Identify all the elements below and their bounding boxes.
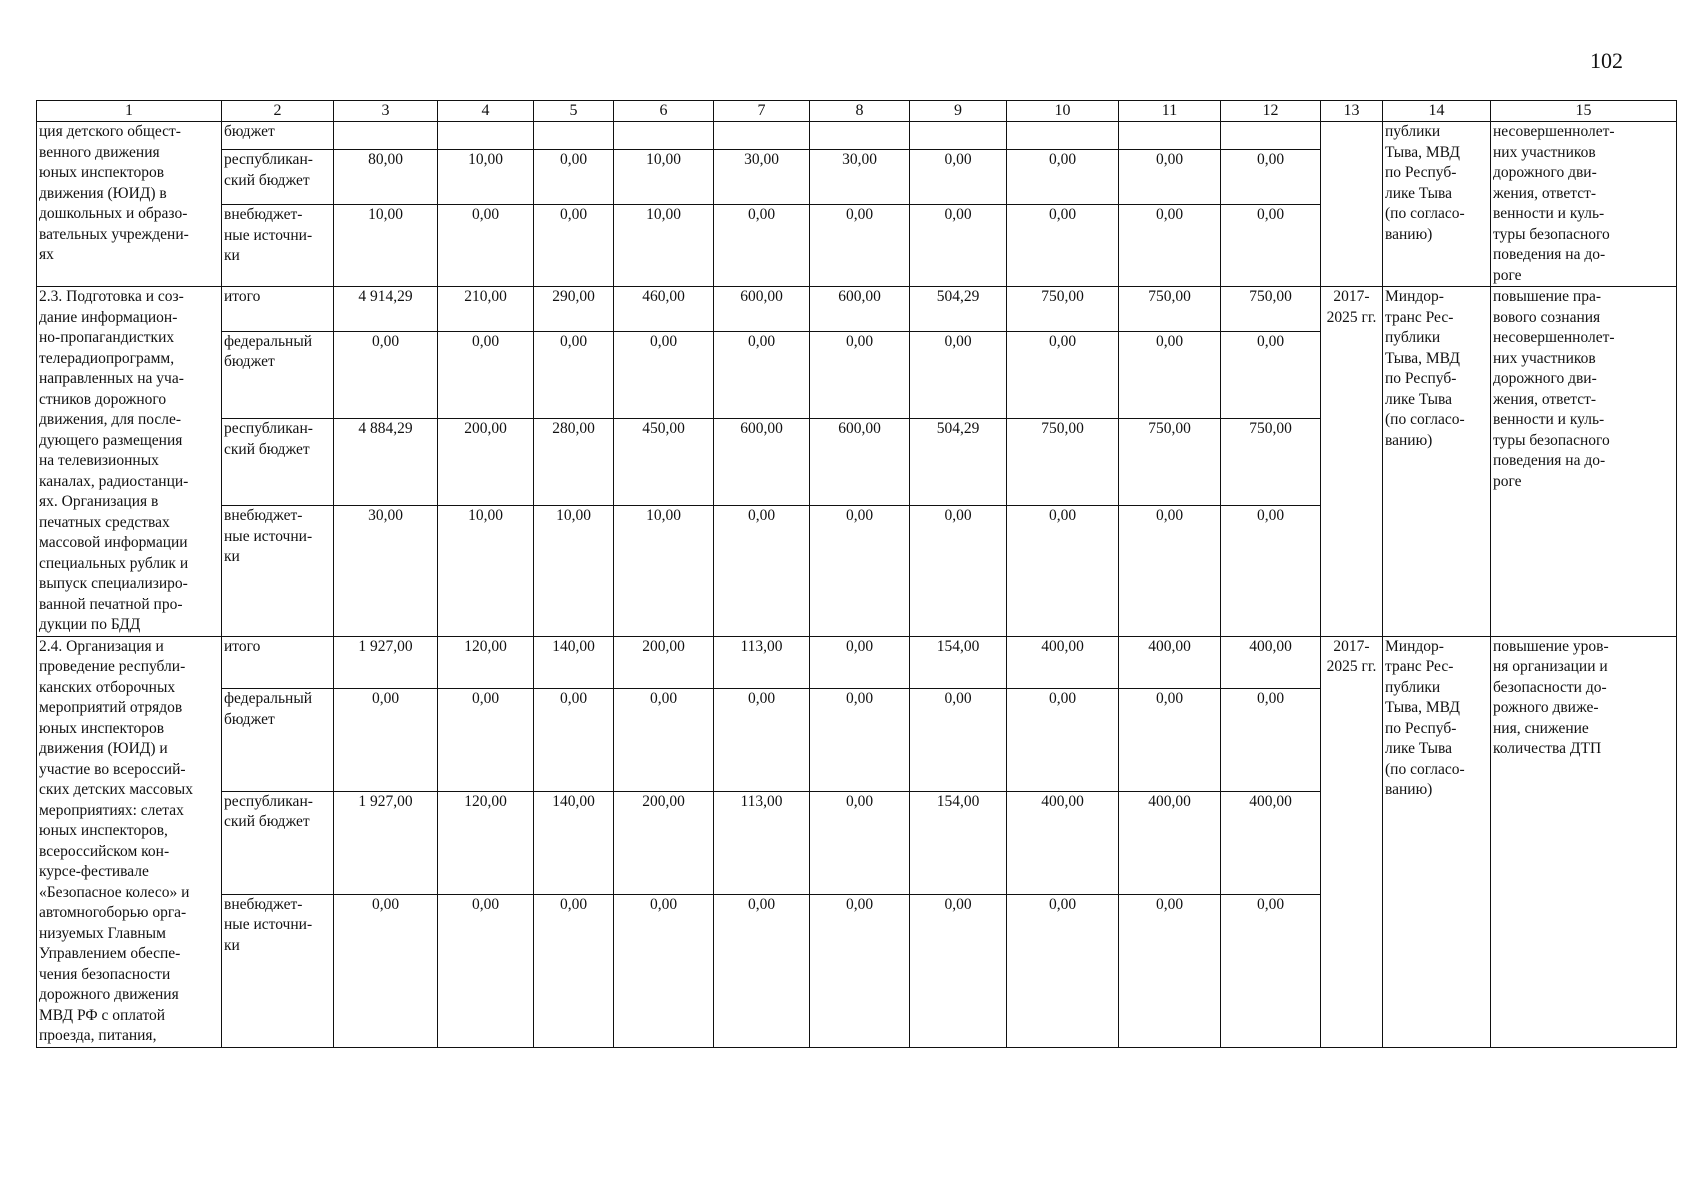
amount-cell: 0,00 bbox=[334, 689, 438, 792]
amount-cell: 0,00 bbox=[1007, 689, 1119, 792]
column-header: 5 bbox=[534, 101, 614, 122]
amount-cell: 400,00 bbox=[1221, 636, 1321, 689]
amount-cell: 750,00 bbox=[1007, 419, 1119, 506]
amount-cell: 10,00 bbox=[438, 506, 534, 636]
amount-cell: 154,00 bbox=[910, 791, 1007, 894]
amount-cell: 0,00 bbox=[810, 689, 910, 792]
amount-cell bbox=[1007, 122, 1119, 150]
budget-table bbox=[36, 100, 1677, 1048]
amount-cell: 200,00 bbox=[438, 419, 534, 506]
implementation-period: 2017- 2025 гг. bbox=[1321, 636, 1383, 1047]
funding-source-label: федеральный бюджет bbox=[222, 689, 334, 792]
amount-cell: 1 927,00 bbox=[334, 791, 438, 894]
amount-cell: 600,00 bbox=[714, 287, 810, 332]
amount-cell: 120,00 bbox=[438, 791, 534, 894]
amount-cell: 140,00 bbox=[534, 791, 614, 894]
column-header: 10 bbox=[1007, 101, 1119, 122]
amount-cell: 400,00 bbox=[1007, 791, 1119, 894]
expected-result: повышение пра- вового сознания несовершеннолет- них участников дорожного дви- жения, ответст- венности и куль- туры безопасного поведения на до- роге bbox=[1491, 287, 1677, 637]
amount-cell: 0,00 bbox=[438, 689, 534, 792]
table-body bbox=[37, 122, 1677, 1048]
amount-cell: 120,00 bbox=[438, 636, 534, 689]
amount-cell: 200,00 bbox=[614, 636, 714, 689]
amount-cell: 0,00 bbox=[614, 894, 714, 1047]
amount-cell: 80,00 bbox=[334, 150, 438, 205]
amount-cell: 0,00 bbox=[810, 506, 910, 636]
amount-cell: 750,00 bbox=[1221, 287, 1321, 332]
amount-cell bbox=[334, 122, 438, 150]
amount-cell: 504,29 bbox=[910, 287, 1007, 332]
funding-source-label: республикан- ский бюджет bbox=[222, 791, 334, 894]
amount-cell: 450,00 bbox=[614, 419, 714, 506]
amount-cell: 0,00 bbox=[714, 506, 810, 636]
amount-cell: 0,00 bbox=[714, 331, 810, 418]
amount-cell: 0,00 bbox=[910, 150, 1007, 205]
funding-source-label: внебюджет- ные источни- ки bbox=[222, 205, 334, 287]
page-number: 102 bbox=[1590, 48, 1623, 73]
amount-cell: 0,00 bbox=[910, 205, 1007, 287]
column-header: 1 bbox=[37, 101, 222, 122]
column-header: 15 bbox=[1491, 101, 1677, 122]
implementation-period: 2017- 2025 гг. bbox=[1321, 287, 1383, 637]
amount-cell: 0,00 bbox=[1119, 150, 1221, 205]
funding-source-label: республикан- ский бюджет bbox=[222, 419, 334, 506]
amount-cell: 0,00 bbox=[1221, 331, 1321, 418]
amount-cell: 0,00 bbox=[1007, 506, 1119, 636]
responsible-executor: публики Тыва, МВД по Респуб- лике Тыва (по согласо- ванию) bbox=[1383, 122, 1491, 287]
amount-cell bbox=[614, 122, 714, 150]
amount-cell: 750,00 bbox=[1221, 419, 1321, 506]
amount-cell: 0,00 bbox=[910, 894, 1007, 1047]
amount-cell: 0,00 bbox=[1007, 205, 1119, 287]
column-header: 7 bbox=[714, 101, 810, 122]
amount-cell: 0,00 bbox=[810, 205, 910, 287]
amount-cell: 600,00 bbox=[810, 419, 910, 506]
amount-cell: 600,00 bbox=[810, 287, 910, 332]
amount-cell: 210,00 bbox=[438, 287, 534, 332]
funding-source-label: внебюджет- ные источни- ки bbox=[222, 894, 334, 1047]
amount-cell: 113,00 bbox=[714, 791, 810, 894]
amount-cell: 0,00 bbox=[334, 331, 438, 418]
column-header: 14 bbox=[1383, 101, 1491, 122]
amount-cell: 0,00 bbox=[1007, 150, 1119, 205]
amount-cell: 750,00 bbox=[1119, 287, 1221, 332]
column-header: 3 bbox=[334, 101, 438, 122]
amount-cell: 4 884,29 bbox=[334, 419, 438, 506]
amount-cell: 0,00 bbox=[1119, 331, 1221, 418]
amount-cell: 0,00 bbox=[534, 689, 614, 792]
amount-cell: 0,00 bbox=[810, 331, 910, 418]
amount-cell: 1 927,00 bbox=[334, 636, 438, 689]
table-row bbox=[37, 636, 1677, 689]
amount-cell: 600,00 bbox=[714, 419, 810, 506]
amount-cell: 0,00 bbox=[810, 894, 910, 1047]
amount-cell: 113,00 bbox=[714, 636, 810, 689]
amount-cell: 200,00 bbox=[614, 791, 714, 894]
amount-cell: 0,00 bbox=[614, 331, 714, 418]
amount-cell bbox=[714, 122, 810, 150]
expected-result: повышение уров- ня организации и безопасности до- рожного движе- ния, снижение количества ДТП bbox=[1491, 636, 1677, 1047]
responsible-executor: Миндор- транс Рес- публики Тыва, МВД по Респуб- лике Тыва (по согласо- ванию) bbox=[1383, 636, 1491, 1047]
funding-source-label: итого bbox=[222, 287, 334, 332]
column-header: 11 bbox=[1119, 101, 1221, 122]
amount-cell: 0,00 bbox=[334, 894, 438, 1047]
amount-cell: 0,00 bbox=[438, 205, 534, 287]
amount-cell: 4 914,29 bbox=[334, 287, 438, 332]
amount-cell: 400,00 bbox=[1007, 636, 1119, 689]
amount-cell: 504,29 bbox=[910, 419, 1007, 506]
amount-cell: 30,00 bbox=[810, 150, 910, 205]
expected-result: несовершеннолет- них участников дорожного дви- жения, ответст- венности и куль- туры безопасного поведения на до- роге bbox=[1491, 122, 1677, 287]
column-header: 2 bbox=[222, 101, 334, 122]
amount-cell: 0,00 bbox=[810, 636, 910, 689]
measure-description: 2.3. Подготовка и соз- дание информацион- но-пропагандистких телерадиопрограмм, направленных на уча- стников дорожного движения, для после- дующего размещения на телевизионных каналах, радиостанци- ях. Организация в печатных средствах массовой информации специальных рублик и выпуск специализиро- ванной печатной про- дукции по БДД bbox=[37, 287, 222, 637]
amount-cell: 0,00 bbox=[810, 791, 910, 894]
table-row bbox=[37, 122, 1677, 150]
amount-cell: 0,00 bbox=[1221, 689, 1321, 792]
amount-cell: 10,00 bbox=[614, 506, 714, 636]
amount-cell bbox=[1221, 122, 1321, 150]
amount-cell: 0,00 bbox=[1119, 506, 1221, 636]
amount-cell: 400,00 bbox=[1119, 636, 1221, 689]
amount-cell: 0,00 bbox=[714, 205, 810, 287]
column-header: 12 bbox=[1221, 101, 1321, 122]
amount-cell: 0,00 bbox=[1119, 205, 1221, 287]
amount-cell: 0,00 bbox=[534, 205, 614, 287]
amount-cell: 0,00 bbox=[1221, 506, 1321, 636]
amount-cell: 460,00 bbox=[614, 287, 714, 332]
amount-cell: 0,00 bbox=[534, 331, 614, 418]
amount-cell bbox=[438, 122, 534, 150]
amount-cell bbox=[1119, 122, 1221, 150]
measure-description: 2.4. Организация и проведение республи- канских отборочных мероприятий отрядов юных инспекторов движения (ЮИД) и участие во всероссий- ских детских массовых мероприятиях: слетах юных инспекторов, всероссийском кон- курсе-фестивале «Безопасное колесо» и автомногоборью орга- низуемых Главным Управлением обеспе- чения безопасности дорожного движения МВД РФ с оплатой проезда, питания, bbox=[37, 636, 222, 1047]
amount-cell: 10,00 bbox=[614, 150, 714, 205]
amount-cell bbox=[810, 122, 910, 150]
amount-cell: 10,00 bbox=[614, 205, 714, 287]
amount-cell: 0,00 bbox=[910, 689, 1007, 792]
amount-cell: 750,00 bbox=[1007, 287, 1119, 332]
column-number-row bbox=[37, 101, 1677, 122]
amount-cell: 400,00 bbox=[1119, 791, 1221, 894]
amount-cell: 0,00 bbox=[910, 331, 1007, 418]
amount-cell: 0,00 bbox=[438, 331, 534, 418]
amount-cell: 30,00 bbox=[714, 150, 810, 205]
implementation-period bbox=[1321, 122, 1383, 287]
funding-source-label: федеральный бюджет bbox=[222, 331, 334, 418]
amount-cell: 0,00 bbox=[910, 506, 1007, 636]
amount-cell bbox=[534, 122, 614, 150]
column-header: 6 bbox=[614, 101, 714, 122]
amount-cell: 0,00 bbox=[438, 894, 534, 1047]
measure-description: ция детского общест- венного движения юных инспекторов движения (ЮИД) в дошкольных и образо- вательных учреждени- ях bbox=[37, 122, 222, 287]
amount-cell: 0,00 bbox=[614, 689, 714, 792]
column-header: 9 bbox=[910, 101, 1007, 122]
amount-cell: 0,00 bbox=[1007, 894, 1119, 1047]
column-header: 13 bbox=[1321, 101, 1383, 122]
amount-cell: 0,00 bbox=[714, 689, 810, 792]
amount-cell: 0,00 bbox=[1119, 689, 1221, 792]
amount-cell: 154,00 bbox=[910, 636, 1007, 689]
amount-cell: 30,00 bbox=[334, 506, 438, 636]
amount-cell: 10,00 bbox=[334, 205, 438, 287]
amount-cell: 0,00 bbox=[1221, 205, 1321, 287]
amount-cell: 750,00 bbox=[1119, 419, 1221, 506]
amount-cell: 0,00 bbox=[1007, 331, 1119, 418]
amount-cell: 280,00 bbox=[534, 419, 614, 506]
amount-cell: 0,00 bbox=[1221, 150, 1321, 205]
amount-cell: 0,00 bbox=[534, 894, 614, 1047]
amount-cell: 290,00 bbox=[534, 287, 614, 332]
amount-cell: 0,00 bbox=[1119, 894, 1221, 1047]
responsible-executor: Миндор- транс Рес- публики Тыва, МВД по Респуб- лике Тыва (по согласо- ванию) bbox=[1383, 287, 1491, 637]
amount-cell: 10,00 bbox=[438, 150, 534, 205]
amount-cell: 10,00 bbox=[534, 506, 614, 636]
column-header: 8 bbox=[810, 101, 910, 122]
amount-cell: 400,00 bbox=[1221, 791, 1321, 894]
funding-source-label: бюджет bbox=[222, 122, 334, 150]
amount-cell: 0,00 bbox=[714, 894, 810, 1047]
amount-cell: 0,00 bbox=[1221, 894, 1321, 1047]
amount-cell bbox=[910, 122, 1007, 150]
funding-source-label: внебюджет- ные источни- ки bbox=[222, 506, 334, 636]
funding-source-label: республикан- ский бюджет bbox=[222, 150, 334, 205]
funding-source-label: итого bbox=[222, 636, 334, 689]
column-header: 4 bbox=[438, 101, 534, 122]
amount-cell: 140,00 bbox=[534, 636, 614, 689]
table-row bbox=[37, 287, 1677, 332]
amount-cell: 0,00 bbox=[534, 150, 614, 205]
